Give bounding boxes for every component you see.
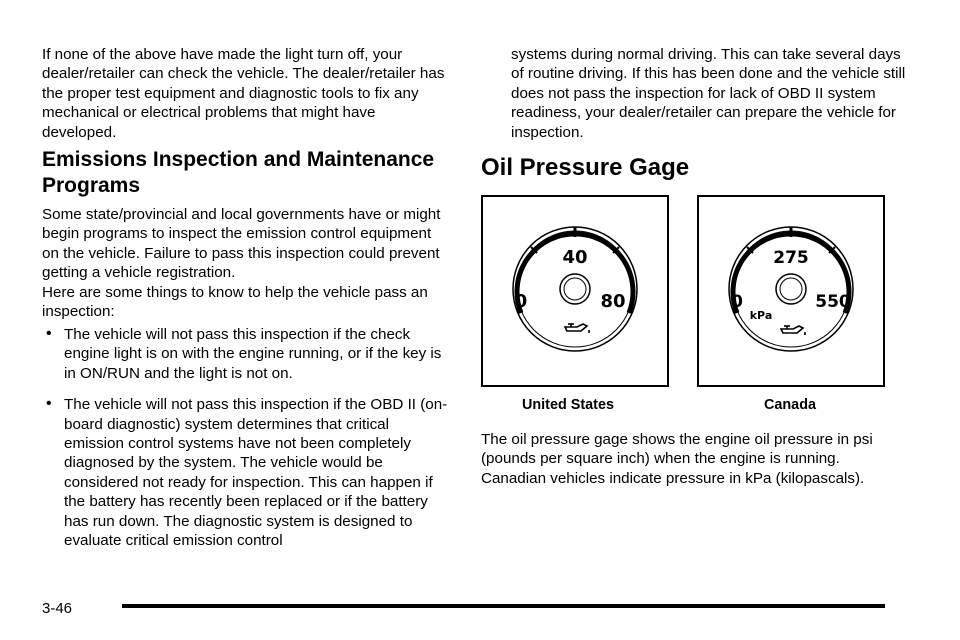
oil-pressure-paragraph: The oil pressure gage shows the engine oil pressure in psi (pounds per square inch) when the engine is running. Canadian vehicles indicate pressure in kPa (kilopascals). bbox=[481, 431, 873, 487]
canada-gauge-mid-label: 275 bbox=[773, 248, 809, 268]
us-gauge-graphic bbox=[483, 197, 667, 385]
inspection-bullet-list bbox=[42, 325, 452, 550]
oil-pressure-heading: Oil Pressure Gage bbox=[481, 154, 690, 181]
emissions-heading-line2: Programs bbox=[42, 174, 141, 197]
canada-gauge-graphic bbox=[699, 197, 883, 385]
us-gauge-min-label: 0 bbox=[514, 291, 528, 312]
bullet-item-obd: • The vehicle will not pass this inspection if the OBD II (on-board diagnostic) system determines that critical emission control systems have not been completely diagnosed by the system. The vehicle would be considered not ready for inspection. This can happen if the battery has recently been replaced or if the battery has run down. The diagnostic system is designed to evaluate critical emission control bbox=[42, 395, 452, 550]
intro-paragraph: If none of the above have made the light turn off, your dealer/retailer can check the vehicle. The dealer/retailer has the proper test equipment and diagnostic tools to fix any mechanical or electrical problems that might have developed. bbox=[42, 46, 445, 141]
oil-can-icon bbox=[781, 326, 805, 335]
us-gauge-mid-label: 40 bbox=[562, 247, 588, 268]
us-gauge-caption: United States bbox=[522, 397, 614, 413]
canada-gauge-panel bbox=[697, 195, 885, 387]
emissions-paragraph-2: Here are some things to know to help the vehicle pass an inspection: bbox=[42, 284, 428, 321]
us-gauge-panel bbox=[481, 195, 669, 387]
gauge-dial bbox=[513, 227, 637, 351]
bullet-item-check-engine: • The vehicle will not pass this inspection if the check engine light is on with the engine running, or if the key is in ON/RUN and the light is not on. bbox=[42, 325, 452, 383]
canada-gauge-min-label: 0 bbox=[731, 292, 743, 312]
continued-paragraph: systems during normal driving. This can take several days of routine driving. If this has been done and the vehicle still does not pass the inspection for lack of OBD II system readiness, your dealer/retailer can prepare the vehicle for inspection. bbox=[511, 46, 906, 141]
canada-gauge-caption: Canada bbox=[764, 397, 816, 413]
canada-gauge-unit-label: kPa bbox=[749, 309, 773, 322]
us-gauge-max-label: 80 bbox=[600, 291, 626, 312]
oil-can-icon bbox=[565, 324, 589, 333]
emissions-heading-line1: Emissions Inspection and Maintenance bbox=[42, 148, 435, 171]
canada-gauge-max-label: 550 bbox=[815, 292, 851, 312]
emissions-paragraph-1: Some state/provincial and local governments have or might begin programs to inspect the emission control equipment on the vehicle. Failure to pass this inspection could prevent getting a vehicle registration. bbox=[42, 206, 441, 282]
page-number: 3-46 bbox=[42, 600, 73, 617]
footer-rule bbox=[122, 604, 885, 608]
